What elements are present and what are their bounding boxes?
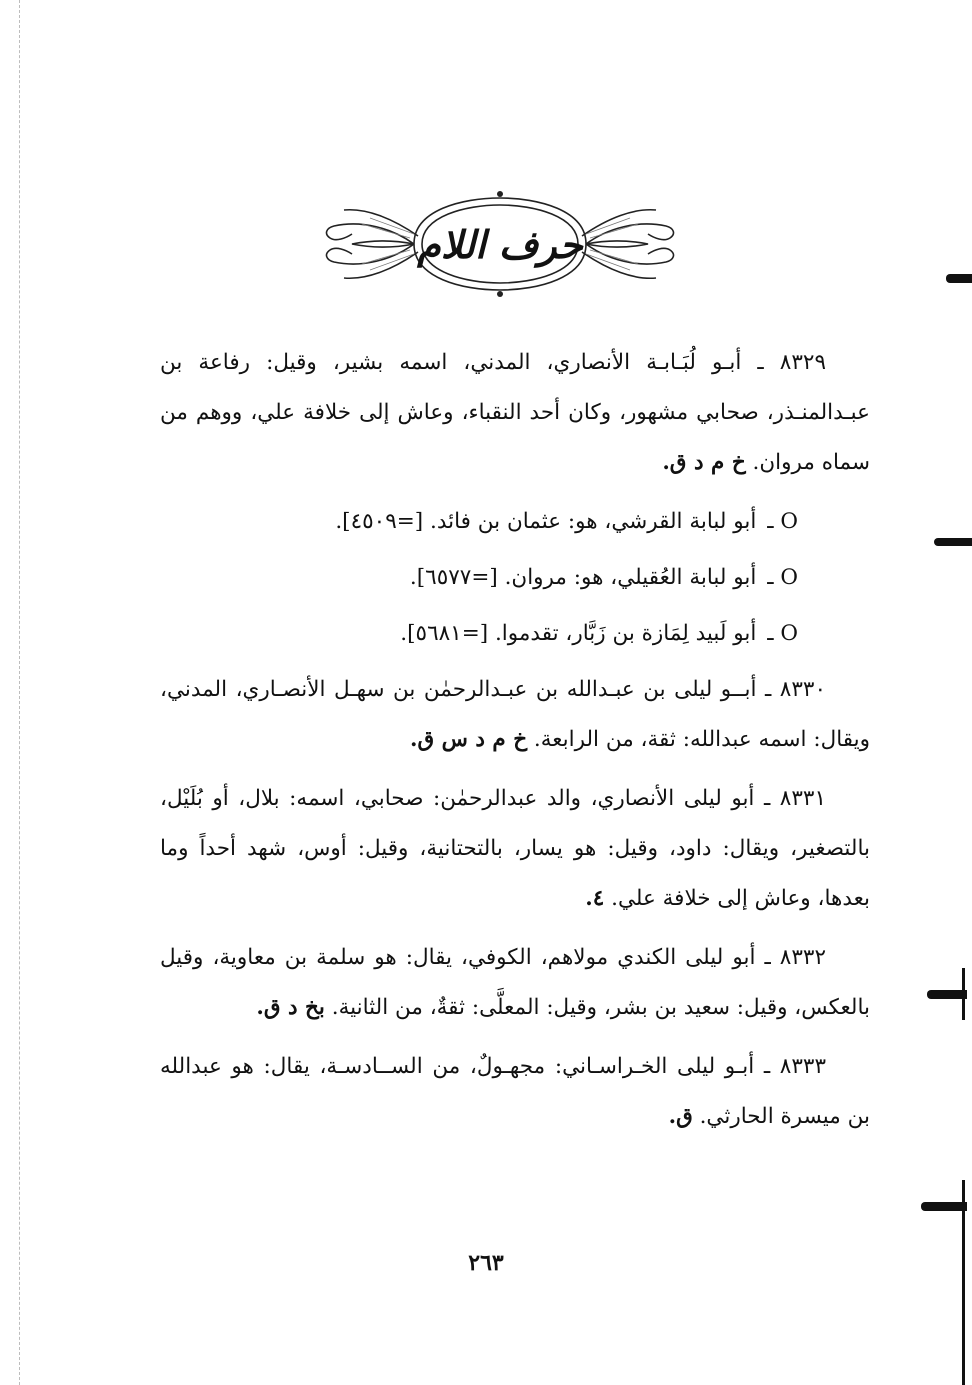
narrator-symbols: خ م د س ق. xyxy=(409,727,528,752)
scan-margin-rule xyxy=(19,0,20,1385)
entry-text: أبو لبابة العُقيلي، هو: مروان. [=٦٥٧٧]. xyxy=(409,565,757,590)
ref-marker: O ـ xyxy=(767,509,798,534)
cross-reference xyxy=(160,497,870,547)
cross-reference xyxy=(160,553,870,603)
section-heading-ornament xyxy=(322,188,678,300)
edge-mark-1 xyxy=(946,274,972,283)
page-number: ٢٦٣ xyxy=(468,1250,504,1276)
narrator-symbols: ق. xyxy=(668,1104,693,1129)
entry-text: أبو لبابة القرشي، هو: عثمان بن فائد. [=٤٥٠٩]. xyxy=(335,509,757,534)
narrator-symbols: بخ د ق. xyxy=(256,995,325,1020)
entry-text: ٨٣٣٢ ـ أبو ليلى الكندي مولاهم، الكوفي، يقال: هو سلمة بن معاوية، وقيل بالعكس، وقيل: سعيد بن بشر، وقيل: المعلَّى: ثقةٌ، من الثانية. xyxy=(160,945,870,1020)
cross-reference xyxy=(160,609,870,659)
edge-mark-3 xyxy=(927,990,967,999)
entry-8330 xyxy=(160,665,870,765)
entry-8331 xyxy=(160,774,870,924)
edge-mark-4 xyxy=(921,1202,967,1211)
entry-text: ٨٣٢٩ ـ أبـو لُبَـابـة الأنصاري، المدني، اسمه بشير، وقيل: رفاعة بن عبـدالمنـذر، صحابي مشهور، وكان أحد النقباء، وعاش إلى خلافة علي، ووهم من سماه مروان. xyxy=(160,350,870,475)
entry-8333 xyxy=(160,1042,870,1142)
entry-text: ٨٣٣١ ـ أبو ليلى الأنصاري، والد عبدالرحمٰن: صحابي، اسمه: بلال، أو بُلَيْل، بالتصغير، ويقال: داود، وقيل: هو يسار، بالتحتانية، وقيل: أوس، شهد أحداً وما بعدها، وعاش إلى خلافة علي. xyxy=(160,786,870,911)
biographical-entries xyxy=(160,338,870,1151)
edge-mark-4-stem xyxy=(962,1180,965,1385)
ref-marker: O ـ xyxy=(767,565,798,590)
entry-text: ٨٣٣٣ ـ أبـو ليلى الخـراسـاني: مجهـولٌ، من الســادسـة، يقال: هو عبدالله بن ميسرة الحارثي. xyxy=(160,1054,870,1129)
entry-8329 xyxy=(160,338,870,488)
edge-mark-2 xyxy=(934,538,972,546)
narrator-symbols: خ م د ق. xyxy=(662,450,746,475)
edge-mark-3-stem xyxy=(962,968,965,1020)
ref-marker: O ـ xyxy=(767,621,798,646)
narrator-symbols: ٤. xyxy=(585,886,605,911)
entry-text: أبو لَبيد لِمَازة بن زَبَّار، تقدموا. [=٥٦٨١]. xyxy=(400,621,757,646)
entry-text: ٨٣٣٠ ـ أبــو ليلى بن عبـدالله بن عبـدالرحمٰن بن سهـل الأنصـاري، المدني، ويقال: اسمه عبدالله: ثقة، من الرابعة. xyxy=(160,677,870,752)
section-title: حرف اللام xyxy=(417,221,583,267)
entry-8332 xyxy=(160,933,870,1033)
